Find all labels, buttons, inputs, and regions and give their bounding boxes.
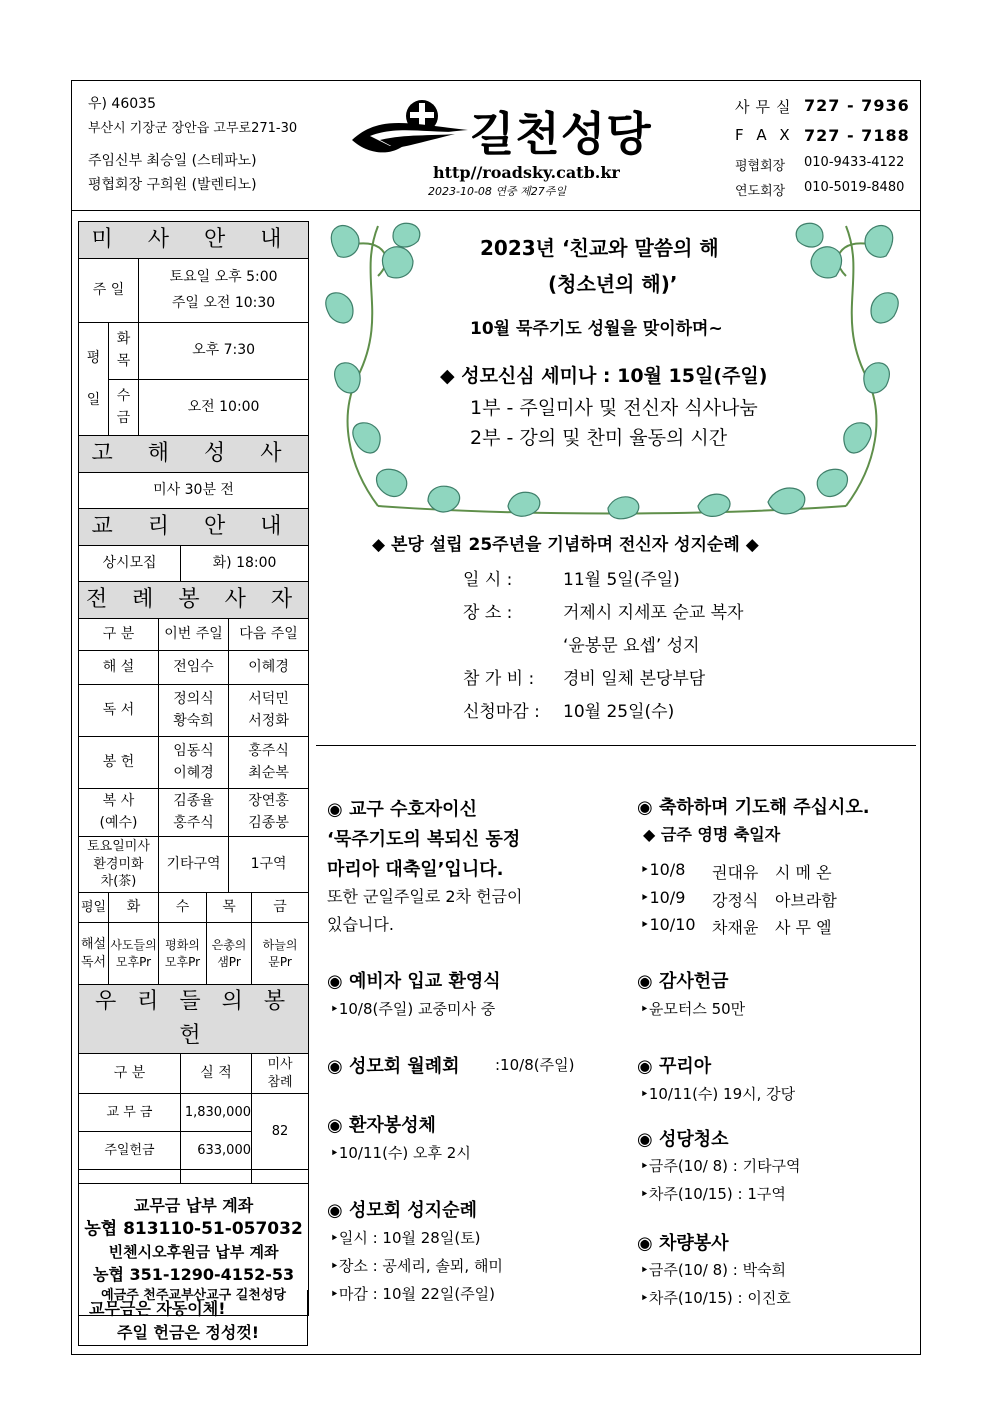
nameday-title: ◆ 금주 영명 축일자 <box>643 825 781 844</box>
weekday-head: 금 <box>252 893 309 923</box>
pilgrimage-club-title: ◉ 성모회 성지순례 <box>327 1200 477 1221</box>
yeondo-phone: 010-5019-8480 <box>804 180 905 195</box>
pilgrimage-club-item: ‣일시 : 10월 28일(토) <box>330 1229 481 1247</box>
liturgy-this: 기타구역 <box>159 837 229 893</box>
offering-blank <box>79 1170 181 1184</box>
weekday-cell: 해설 독서 <box>79 923 109 985</box>
offering-header: 우 리 들 의 봉 헌 <box>79 985 309 1054</box>
liturgy-this: 임동식 이혜경 <box>159 737 229 789</box>
feast-line3: 마리아 대축일’입니다. <box>327 859 504 880</box>
sunday-label: 주 일 <box>79 259 139 323</box>
weekday-cell: 사도들의 모후Pr <box>109 923 159 985</box>
confession-header: 고 해 성 사 <box>79 436 309 473</box>
pastor-name: 주임신부 최승일 (스테파노) <box>88 153 257 169</box>
liturgy-next: 서덕민 서정화 <box>229 685 309 737</box>
offering-head-amount: 실 적 <box>181 1054 252 1094</box>
liturgy-role: 봉 헌 <box>79 737 159 789</box>
weekday-head: 목 <box>207 893 252 923</box>
liturgy-head-next: 다음 주일 <box>229 619 309 651</box>
liturgy-this: 김종율 홍주식 <box>159 789 229 837</box>
liturgy-header: 전 례 봉 사 자 <box>79 582 309 619</box>
weekday-cell: 평화의 모후Pr <box>159 923 207 985</box>
vehicle-item: ‣금주(10/ 8) : 박숙희 <box>640 1261 787 1279</box>
liturgy-head-role: 구 분 <box>79 619 159 651</box>
fax-label: F A X <box>735 126 794 144</box>
curia-title: ◉ 꾸리아 <box>637 1056 712 1077</box>
offering-value: 633,000 <box>181 1132 252 1170</box>
nameday-saint: 아브라함 <box>775 891 837 910</box>
monthly-meeting-title: ◉ 성모회 월례회 <box>327 1056 460 1077</box>
weekday-label: 평 일 <box>79 323 109 436</box>
sidebar-table <box>78 221 309 1316</box>
pilgrimage-value: 11월 5일(주일) <box>563 570 680 590</box>
website-link[interactable]: http//roadsky.catb.kr <box>433 163 620 182</box>
pilgrimage-title: ◆ 본당 설립 25주년을 기념하며 전신자 성지순례 ◆ <box>372 535 759 555</box>
liturgy-next: 장연홍 김종봉 <box>229 789 309 837</box>
pilgrimage-club-item: ‣장소 : 공세리, 솔뫼, 해미 <box>330 1257 503 1275</box>
nameday-name: 차재윤 <box>712 918 759 937</box>
bank-account-1: 농협 813110-51-057032 <box>84 1219 303 1240</box>
liturgy-role: 복 사 (예수) <box>79 789 159 837</box>
feast-line2: ‘묵주기도의 복되신 동정 <box>327 829 521 850</box>
nameday-date: ‣10/10 <box>640 915 696 934</box>
pyeonghyeop-label: 평협회장 <box>735 159 786 174</box>
pilgrimage-label: 신청마감 : <box>463 702 540 722</box>
pilgrimage-club-item: ‣마감 : 10월 22일(주일) <box>330 1285 496 1303</box>
bank-holder: 예금주 천주교부산교구 길천성당 <box>101 1287 286 1303</box>
liturgy-this: 정의식 황숙희 <box>159 685 229 737</box>
liturgy-next: 홍주식 최순복 <box>229 737 309 789</box>
pilgrimage-label: 일 시 : <box>463 570 513 590</box>
nameday-name: 권대유 <box>712 863 759 882</box>
wed-fri-time: 오전 10:00 <box>139 380 309 436</box>
council-president: 평협회장 구희원 (발렌티노) <box>88 177 257 193</box>
catechumen-item: ‣10/8(주일) 교중미사 중 <box>330 1000 496 1018</box>
weekday-head: 화 <box>109 893 159 923</box>
section-divider <box>316 745 916 746</box>
catechumen-title: ◉ 예비자 입교 환영식 <box>327 971 501 992</box>
auto-transfer-box <box>78 1290 308 1346</box>
offering-value: 1,830,000 <box>181 1094 252 1132</box>
liturgy-next: 1구역 <box>229 837 309 893</box>
sunday-times: 토요일 오후 5:00 주일 오전 10:30 <box>139 259 309 323</box>
weekday-head: 평일 <box>79 893 109 923</box>
auto-transfer-line1: 교무금은 자동이체! <box>89 1299 226 1318</box>
vehicle-item: ‣차주(10/15) : 이진호 <box>640 1289 791 1307</box>
seminar-part2: 2부 - 강의 및 찬미 율동의 시간 <box>470 427 728 449</box>
issue-date: 2023-10-08 연중 제27주일 <box>428 185 567 198</box>
liturgy-next: 이혜경 <box>229 651 309 685</box>
bank-title-1: 교무금 납부 계좌 <box>133 1195 254 1215</box>
catechism-header: 교 리 안 내 <box>79 509 309 546</box>
office-phone: 727 - 7936 <box>804 96 910 115</box>
offering-head-category: 구 분 <box>79 1054 181 1094</box>
thanks-item: ‣윤모터스 50만 <box>640 1000 746 1018</box>
weekday-cell: 은총의 샘Pr <box>207 923 252 985</box>
sick-communion-title: ◉ 환자봉성체 <box>327 1115 436 1136</box>
offering-label: 주일헌금 <box>79 1132 181 1170</box>
nameday-saint: 사 무 엘 <box>775 918 832 937</box>
church-address: 부산시 기장군 장안읍 고무로271-30 <box>88 121 298 136</box>
catechism-right: 화) 18:00 <box>181 546 309 582</box>
bank-title-2: 빈첸시오후원금 납부 계좌 <box>108 1242 279 1261</box>
church-name: 길천성당 <box>470 107 652 161</box>
pilgrimage-label: 장 소 : <box>463 603 513 623</box>
feast-note-line2: 있습니다. <box>327 915 394 934</box>
sick-communion-item: ‣10/11(수) 오후 2시 <box>330 1144 471 1162</box>
feast-line1: ◉ 교구 수호자이신 <box>327 799 477 820</box>
thanks-title: ◉ 감사헌금 <box>637 971 729 992</box>
office-label: 사무실 <box>735 98 797 116</box>
attendance-count: 82 <box>252 1094 309 1170</box>
nameday-date: ‣10/8 <box>640 860 686 879</box>
pilgrimage-value: 거제시 지세포 순교 복자 <box>563 603 744 623</box>
offering-head-attendance: 미사 참례 <box>252 1054 309 1094</box>
confession-text: 미사 30분 전 <box>79 473 309 509</box>
cleaning-item: ‣금주(10/ 8) : 기타구역 <box>640 1157 801 1175</box>
yeondo-label: 연도회장 <box>735 184 786 199</box>
nameday-name: 강정식 <box>712 891 759 910</box>
weekday-head: 수 <box>159 893 207 923</box>
curia-item: ‣10/11(수) 19시, 강당 <box>640 1085 796 1103</box>
auto-transfer-line2: 주일 헌금은 정성껏! <box>117 1323 260 1342</box>
offering-blank <box>181 1170 252 1184</box>
offering-label: 교 무 금 <box>79 1094 181 1132</box>
seminar-part1: 1부 - 주일미사 및 전신자 식사나눔 <box>470 397 758 419</box>
cleaning-item: ‣차주(10/15) : 1구역 <box>640 1185 786 1203</box>
cleaning-title: ◉ 성당청소 <box>637 1129 729 1150</box>
celebrate-title: ◉ 축하하며 기도해 주십시오. <box>637 797 870 818</box>
tue-thu-time: 오후 7:30 <box>139 323 309 380</box>
pilgrimage-value: ‘윤봉문 요셉’ 성지 <box>563 636 700 656</box>
pilgrimage-value: 10월 25일(수) <box>563 702 675 722</box>
nameday-date: ‣10/9 <box>640 888 686 907</box>
bank-account-2: 농협 351-1290-4152-53 <box>92 1265 295 1285</box>
weekday-cell: 하늘의 문Pr <box>252 923 309 985</box>
postal-code: 우) 46035 <box>88 96 156 112</box>
pilgrimage-label: 참 가 비 : <box>463 669 535 689</box>
theme-line1: 2023년 ‘친교와 말씀의 해 <box>480 236 719 260</box>
wed-fri-label: 수 금 <box>109 380 139 436</box>
mass-header: 미 사 안 내 <box>79 222 309 259</box>
liturgy-role: 독 서 <box>79 685 159 737</box>
liturgy-this: 전임수 <box>159 651 229 685</box>
liturgy-head-this: 이번 주일 <box>159 619 229 651</box>
pyeonghyeop-phone: 010-9433-4122 <box>804 155 905 170</box>
monthly-meeting-date: :10/8(주일) <box>495 1056 575 1074</box>
theme-line2: (청소년의 해)’ <box>548 272 678 296</box>
theme-line3: 10월 묵주기도 성월을 맞이하며~ <box>470 319 723 339</box>
liturgy-role: 토요일미사 환경미화 차(茶) <box>79 837 159 893</box>
feast-note-line1: 또한 군일주일로 2차 헌금이 <box>327 887 523 906</box>
offering-blank <box>252 1170 309 1184</box>
fax-phone: 727 - 7188 <box>804 126 910 145</box>
header-divider <box>71 210 921 211</box>
tue-thu-label: 화 목 <box>109 323 139 380</box>
pilgrimage-value: 경비 일체 본당부담 <box>563 669 706 689</box>
seminar-title: ◆ 성모신심 세미나 : 10월 15일(주일) <box>440 365 768 387</box>
vehicle-title: ◉ 차량봉사 <box>637 1233 729 1254</box>
nameday-saint: 시 메 온 <box>775 863 832 882</box>
catechism-left: 상시모집 <box>79 546 181 582</box>
liturgy-role: 해 설 <box>79 651 159 685</box>
church-logo-icon <box>350 96 472 168</box>
